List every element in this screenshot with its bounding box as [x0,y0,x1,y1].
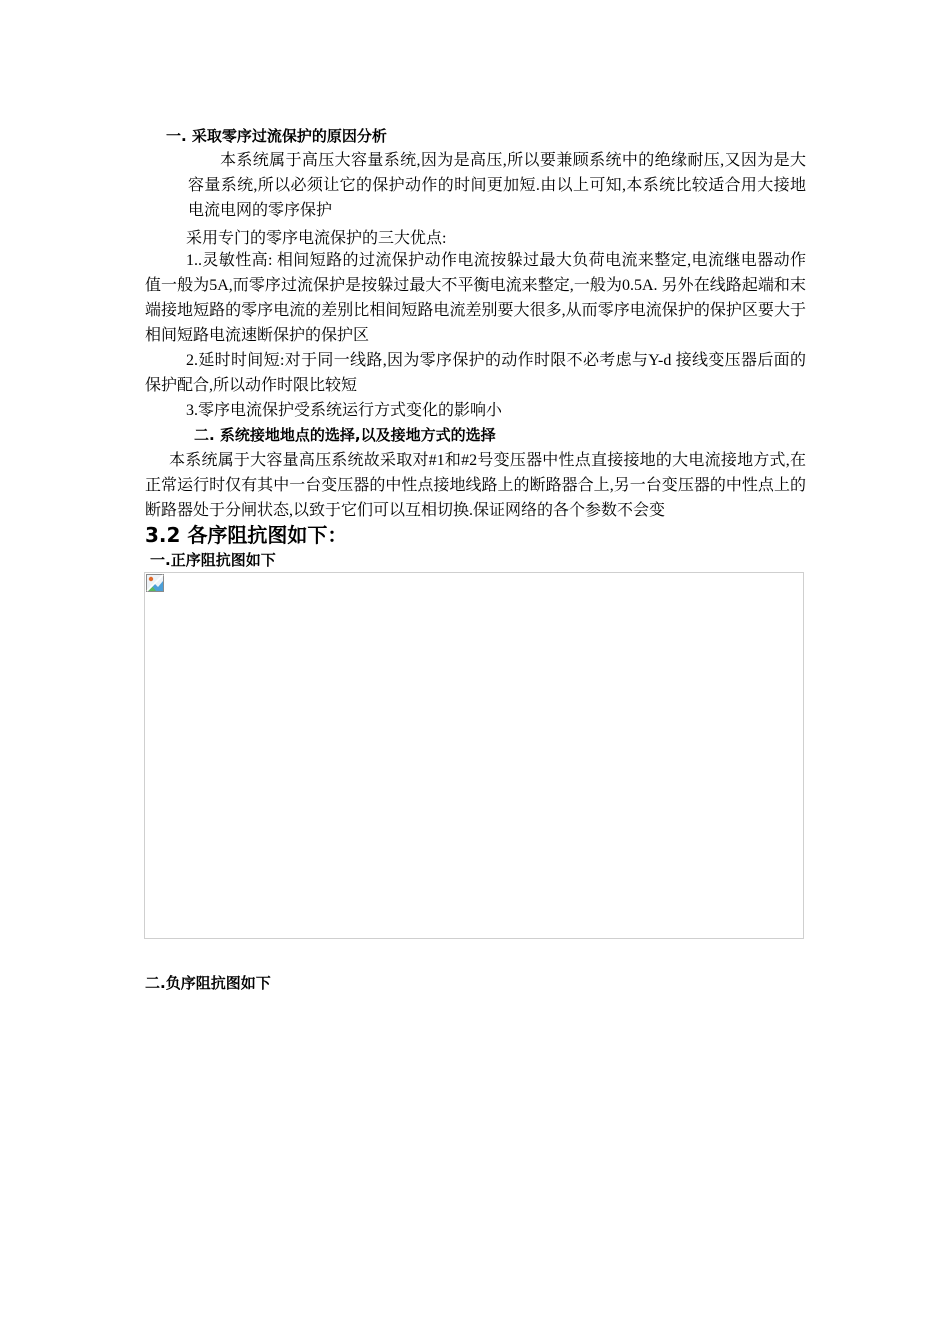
positive-sequence-diagram-image [144,572,804,939]
advantage-2: 2.延时时间短:对于同一线路,因为零序保护的动作时限不必考虑与Y-d 接线变压器后面的保护配合,所以动作时限比较短 [145,352,806,394]
paragraph-grounding-method: 本系统属于大容量高压系统故采取对#1和#2号变压器中性点直接接地的大电流接地方式,在正常运行时仅有其中一台变压器的中性点接地线路上的断路器合上,另一台变压器的中性点上的断路器处于分闸状态,以致于它们可以互相切换.保证网络的各个参数不会变 [145,452,806,519]
advantages-intro: 采用专门的零序电流保护的三大优点: [186,230,447,247]
broken-image-icon [146,574,164,592]
advantage-1: 1..灵敏性高: 相间短路的过流保护动作电流按躲过最大负荷电流来整定,电流继电器动作值一般为5A,而零序过流保护是按躲过最大不平衡电流来整定,一般为0.5A. 另外在线路起端和末端接地短路的零序电流的差别比相间短路电流差别要大很多,从而零序电流保护的保护区要大于相间短路电流速断保护的保护区 [145,252,806,344]
subheading-positive-sequence: 一.正序阻抗图如下 [150,551,276,569]
heading-zero-sequence-reason: 一. 采取零序过流保护的原因分析 [166,127,387,145]
paragraph-system-description: 本系统属于高压大容量系统,因为是高压,所以要兼顾系统中的绝缘耐压,又因为是大容量系统,所以必须让它的保护动作的时间更加短.由以上可知,本系统比较适合用大接地电流电网的零序保护 [188,152,806,219]
subheading-negative-sequence: 二.负序阻抗图如下 [145,974,271,992]
advantage-3: 3.零序电流保护受系统运行方式变化的影响小 [186,402,503,419]
heading-grounding-selection: 二. 系统接地地点的选择,以及接地方式的选择 [194,426,496,444]
section-title-sequence-impedance: 3.2 各序阻抗图如下： [145,523,348,547]
